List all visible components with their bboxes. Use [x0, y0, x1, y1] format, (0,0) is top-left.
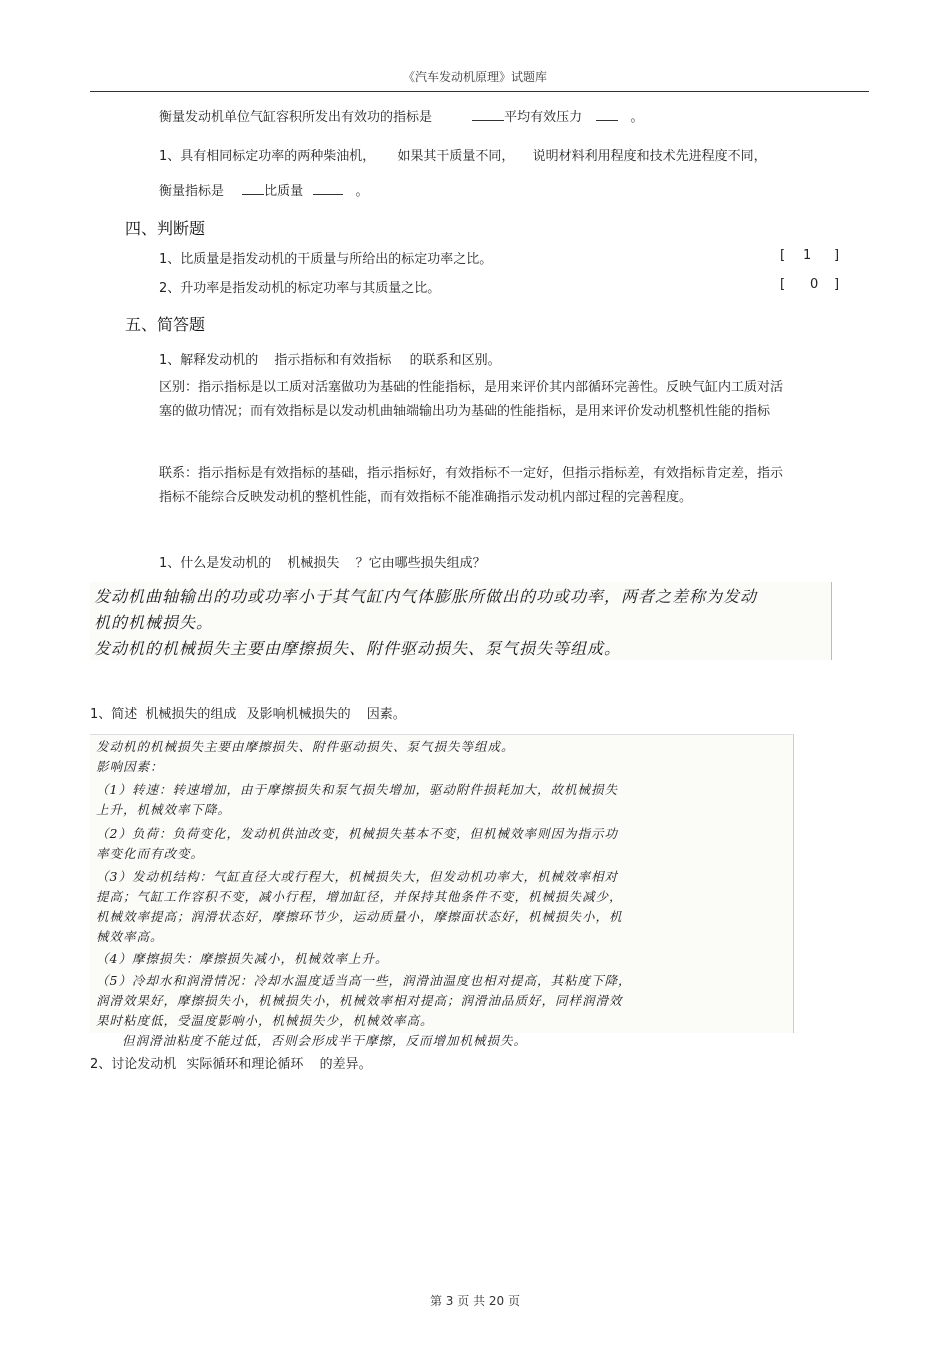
section-title-judge: 四、判断题	[125, 219, 206, 238]
fill-end-b: 。	[355, 184, 369, 199]
q3-text-1: 1、简述	[90, 707, 138, 722]
scan-line: 械效率高。	[96, 929, 164, 944]
scan-line: 影响因素：	[96, 759, 164, 774]
scan-line: （3）发动机结构：气缸直径大或行程大，机械损失大，但发动机功率大，机械效率相对	[96, 869, 618, 884]
short-question-2	[159, 552, 486, 571]
q3-text-3: 及影响机械损失的	[246, 707, 351, 722]
scan-line: 机械效率提高；润滑状态好，摩擦环节少，运动质量小，摩擦面状态好，机械损失小，机	[96, 909, 623, 924]
q3-text-4: 因素。	[366, 707, 406, 722]
scan-line: （2）负荷：负荷变化，发动机供油改变，机械损失基本不变，但机械效率则因为指示功	[96, 826, 618, 841]
page-header-title: 《汽车发动机原理》试题库	[402, 70, 547, 84]
q2-text-1: 1、什么是发动机的	[159, 556, 272, 571]
judge-answer-1: 1	[803, 248, 812, 263]
footer-text: 页	[508, 1294, 521, 1308]
fill-question-b-line1	[159, 145, 767, 164]
footer-text: 页 共	[457, 1294, 486, 1308]
q2-text-3: ？它由哪些损失组成？	[355, 556, 486, 571]
footer-text: 第	[429, 1294, 442, 1308]
scan-line: （4）摩擦损失：摩擦损失减小，机械效率上升。	[96, 951, 389, 966]
fill-answer-a: 平均有效压力	[504, 110, 583, 125]
fill-b-part1: 1、具有相同标定功率的两种柴油机，	[159, 149, 376, 164]
scan-line: 发动机曲轴输出的功或功率小于其气缸内气体膨胀所做出的功或功率，两者之差称为发动	[94, 587, 758, 606]
fill-question-b-line2	[159, 180, 368, 199]
q1-text-1: 1、解释发动机的	[159, 353, 259, 368]
header-divider	[90, 91, 869, 92]
answer-blank	[242, 182, 264, 195]
page-number: 3	[445, 1294, 454, 1308]
scanned-answer-factors	[90, 734, 794, 1048]
scan-line: 发动机的机械损失主要由摩擦损失、附件驱动损失、泵气损失等组成。	[96, 739, 515, 754]
page-footer	[0, 1292, 950, 1309]
scan-line: 率变化而有改变。	[96, 846, 205, 861]
q2-text-2: 机械损失	[287, 556, 340, 571]
judge-bracket-open: [	[780, 277, 786, 292]
fill-question-a	[159, 106, 643, 125]
judge-bracket-close: ]	[834, 248, 840, 263]
page-total: 20	[488, 1294, 505, 1308]
judge-item-1: 1、比质量是指发动机的干质量与所给出的标定功率之比。	[159, 252, 493, 267]
scan-line: 但润滑油粘度不能过低，否则会形成半干摩擦，反而增加机械损失。	[122, 1033, 528, 1048]
scanned-answer-mechanical-loss	[90, 582, 832, 660]
q3-text-2: 机械损失的组成	[145, 707, 237, 722]
answer-blank	[472, 108, 504, 121]
q1-text-2: 指示指标和有效指标	[274, 353, 392, 368]
scan-line: 上升，机械效率下降。	[96, 802, 232, 817]
judge-bracket-close: ]	[834, 277, 840, 292]
short-question-4	[90, 1053, 372, 1072]
section-title-short: 五、简答题	[125, 315, 206, 334]
scan-line: 润滑效果好，摩擦损失小，机械损失小，机械效率相对提高；润滑油品质好，同样润滑效	[96, 993, 623, 1008]
q1-text-3: 的联系和区别。	[409, 353, 501, 368]
answer-difference: 区别：指示指标是以工质对活塞做功为基础的性能指标，是用来评价其内部循环完善性。反映气缸内工质对活塞的做功情况；而有效指标是以发动机曲轴端输出功为基础的性能指标，是用来评价发动机整机性能的指标	[159, 380, 784, 419]
fill-b-part3: 说明材料利用程度和技术先进程度不同，	[532, 149, 767, 164]
fill-answer-b: 比质量	[264, 184, 304, 199]
answer-blank	[313, 182, 343, 195]
fill-b-prefix: 衡量指标是	[159, 184, 225, 199]
judge-bracket-open: [	[780, 248, 786, 263]
judge-answer-2: 0	[810, 277, 819, 292]
scan-line: （5）冷却水和润滑情况：冷却水温度适当高一些，润滑油温度也相对提高，其粘度下降，	[96, 973, 632, 988]
q4-text-3: 的差异。	[319, 1057, 372, 1072]
fill-question-a-text: 衡量发动机单位气缸容积所发出有效功的指标是	[159, 110, 433, 125]
q4-text-1: 2、讨论发动机	[90, 1057, 177, 1072]
q4-text-2: 实际循环和理论循环	[186, 1057, 304, 1072]
short-question-1	[159, 349, 501, 368]
judge-item-2: 2、升功率是指发动机的标定功率与其质量之比。	[159, 281, 441, 296]
scan-line: 发动机的机械损失主要由摩擦损失、附件驱动损失、泵气损失等组成。	[94, 639, 622, 658]
short-question-3	[90, 703, 406, 722]
answer-relation: 联系：指示指标是有效指标的基础，指示指标好，有效指标不一定好，但指示指标差，有效指标肯定差，指示指标不能综合反映发动机的整机性能，而有效指标不能准确指示发动机内部过程的完善程度。	[159, 466, 784, 505]
fill-b-part2: 如果其干质量不同，	[397, 149, 515, 164]
scan-line: 机的机械损失。	[94, 613, 214, 632]
scan-line: （1）转速：转速增加，由于摩擦损失和泵气损失增加，驱动附件损耗加大，故机械损失	[96, 782, 618, 797]
scan-line: 果时粘度低，受温度影响小，机械损失少，机械效率高。	[96, 1013, 434, 1028]
scan-line: 提高；气缸工作容积不变，减小行程，增加缸径，并保持其他条件不变，机械损失减少，	[96, 889, 623, 904]
fill-end-a: 。	[630, 110, 644, 125]
answer-blank	[596, 108, 618, 121]
